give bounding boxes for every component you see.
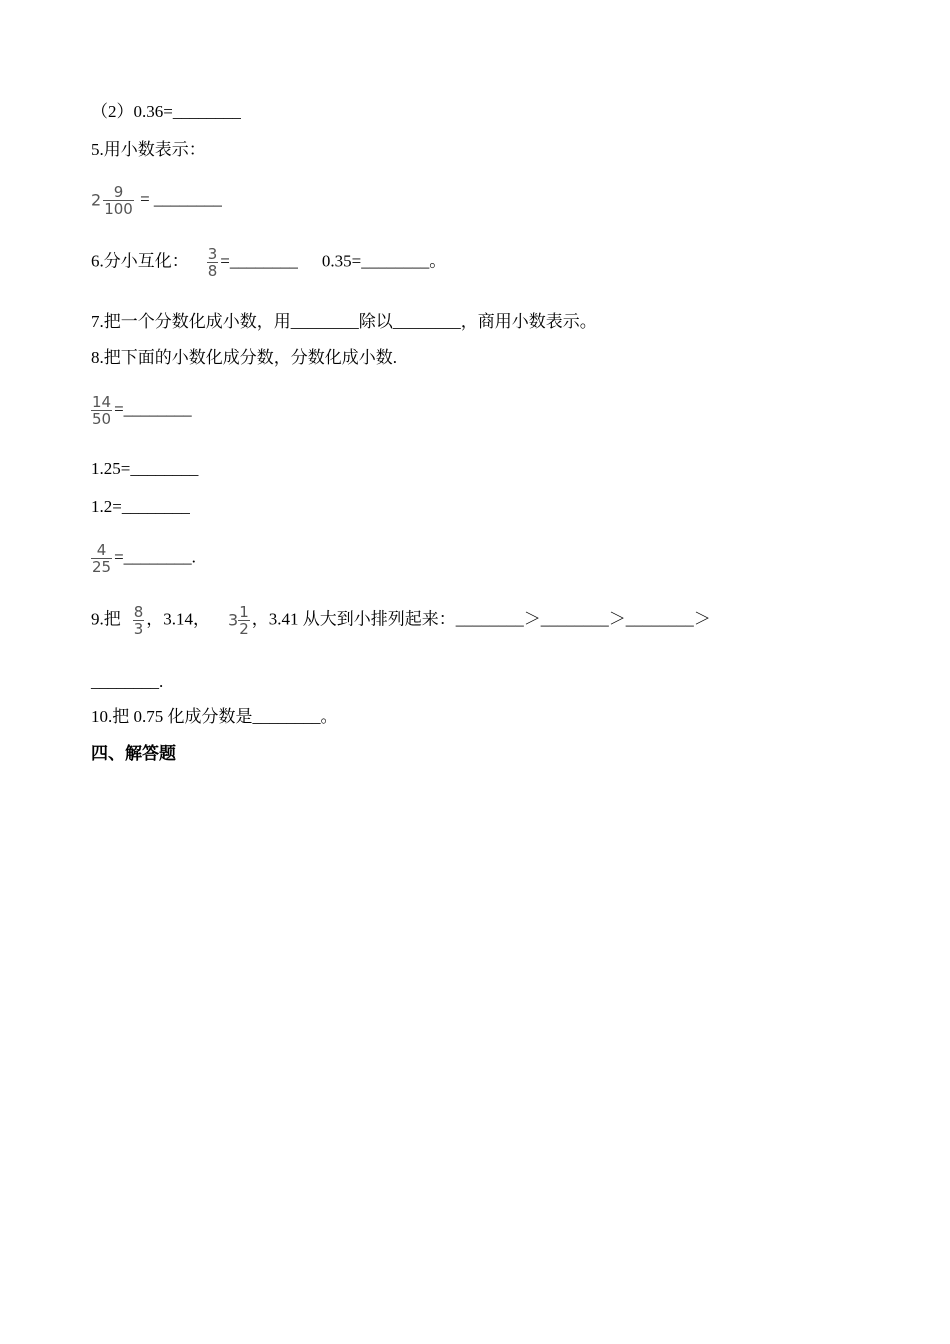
question-5-title [91,139,206,161]
denominator: 50 [92,410,112,428]
answer-blank: ________. [91,672,164,691]
question-part-2: 0.35=________。 [321,251,447,271]
mixed-number-whole: 3 [228,610,239,630]
section-title: 四、解答题 [91,744,176,763]
question-text: ，3.14， [146,609,211,629]
question-8-item-3 [91,496,190,518]
question-8-item-1 [91,394,192,427]
denominator: 3 [133,620,144,638]
answer-blank: = ________ [135,189,222,209]
question-text: 5.用小数表示： [91,140,206,159]
numerator: 14 [92,393,112,411]
question-7 [91,311,597,333]
numerator: 3 [207,245,218,263]
mixed-number-whole: 2 [91,190,102,210]
answer-blank: =________ [220,251,298,271]
question-text: 1.25=________ [91,459,199,478]
question-text: （2）0.36=________ [91,102,241,121]
section-heading [91,743,176,765]
fraction [207,246,219,279]
question-6 [91,246,446,279]
denominator: 2 [239,620,249,638]
numerator: 9 [113,183,124,201]
question-text: 8.把下面的小数化成分数，分数化成小数. [91,348,397,367]
question-8-item-2 [91,458,198,480]
numerator: 8 [133,603,144,621]
denominator: 100 [104,200,133,218]
question-9 [91,604,711,637]
question-text: 10.把 0.75 化成分数是________。 [91,707,338,726]
fraction [91,394,112,427]
question-4-2 [91,101,241,123]
answer-blank: =________ [114,399,192,419]
fraction [238,604,250,637]
numerator: 1 [239,603,249,621]
question-8-title [91,347,397,369]
question-prefix: 9.把 [91,609,121,629]
question-text: 7.把一个分数化成小数，用________除以________，商用小数表示。 [91,312,597,331]
question-text: 1.2=________ [91,497,190,516]
question-9-continuation [91,671,163,693]
numerator: 4 [96,541,107,559]
answer-blank: =________. [114,547,196,567]
question-5-expression [91,184,222,217]
denominator: 8 [207,262,218,280]
question-text: ，3.41 从大到小排列起来：________＞________＞________＞ [251,609,711,629]
question-prefix: 6.分小互化： [91,251,189,271]
question-10 [91,706,338,728]
fraction [133,604,145,637]
question-8-item-4 [91,542,196,575]
denominator: 25 [92,558,112,576]
fraction [103,184,134,217]
fraction [91,542,112,575]
